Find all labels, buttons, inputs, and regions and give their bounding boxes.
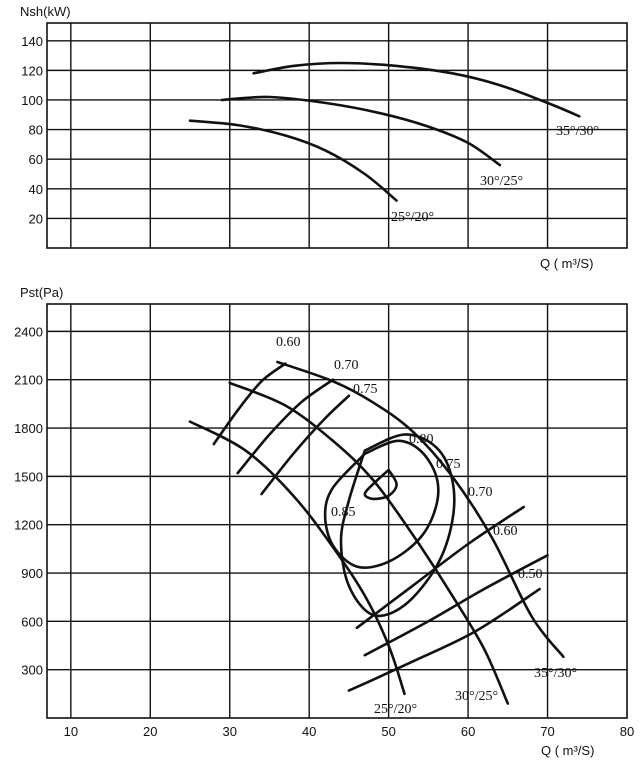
bottom-x-tick-label: 40	[301, 724, 317, 739]
bottom-y-tick-label: 1800	[14, 421, 43, 437]
bottom-y-tick-label: 600	[21, 614, 43, 630]
bottom-curve-label-25-20: 25°/20°	[374, 702, 418, 717]
bottom-x-tick-label: 60	[460, 724, 476, 739]
bottom-x-tick-label: 20	[143, 724, 158, 739]
efficiency-isoline-6	[349, 589, 540, 691]
bottom-x-tick-label: 30	[222, 724, 237, 739]
bottom-x-tick-label: 10	[63, 724, 79, 739]
bottom-y-tick-label: 1200	[14, 517, 43, 533]
efficiency-label-080: 0.80	[409, 432, 434, 447]
top-y-tick-label: 80	[28, 122, 43, 138]
bottom-x-tick-label: 70	[540, 724, 555, 739]
top-grid	[47, 23, 627, 248]
efficiency-label-075-left: 0.75	[353, 382, 378, 397]
bottom-y-axis-label: Pst(Pa)	[20, 285, 64, 300]
top-y-tick-label: 20	[28, 211, 43, 227]
bottom-x-tick-label: 80	[619, 724, 635, 739]
top-y-tick-label: 40	[28, 181, 43, 197]
efficiency-label-075-right: 0.75	[436, 457, 461, 472]
top-plot-frame	[47, 23, 627, 248]
efficiency-label-060-left: 0.60	[276, 335, 301, 350]
top-y-tick-label: 100	[21, 92, 43, 108]
top-x-axis-label: Q ( m³/S)	[540, 256, 594, 271]
top-y-tick-label: 60	[28, 152, 43, 168]
efficiency-label-070-left: 0.70	[334, 358, 359, 373]
bottom-y-tick-label: 900	[21, 566, 43, 582]
bottom-x-tick-label: 50	[381, 724, 396, 739]
top-curve-label-30-25: 30°/25°	[480, 174, 524, 189]
bottom-y-ticks	[14, 324, 43, 677]
top-curve-label-35-30: 35°/30°	[556, 124, 600, 139]
top-curve-label-25-20: 25°/20°	[391, 210, 435, 225]
bottom-curve-label-35-30: 35°/30°	[534, 666, 578, 681]
top-y-axis-label: Nsh(kW)	[20, 4, 71, 19]
pressure-chart-panel	[14, 285, 634, 758]
bottom-y-tick-label: 2400	[14, 324, 43, 340]
efficiency-label-085: 0.85	[331, 505, 356, 520]
bottom-x-axis-label: Q ( m³/S)	[541, 743, 595, 758]
bottom-x-ticks	[64, 724, 635, 739]
bottom-curve-label-30-25: 30°/25°	[455, 689, 499, 704]
top-y-tick-label: 140	[21, 33, 43, 49]
efficiency-label-070-right: 0.70	[468, 485, 493, 500]
bottom-y-tick-label: 1500	[14, 469, 43, 485]
top-y-ticks	[21, 34, 43, 227]
power-chart-panel	[20, 4, 627, 271]
efficiency-label-060-right: 0.60	[493, 524, 518, 539]
top-y-tick-label: 120	[21, 63, 43, 79]
pressure-curve-3	[190, 422, 405, 694]
bottom-y-tick-label: 300	[21, 662, 43, 678]
bottom-y-tick-label: 2100	[14, 372, 43, 388]
efficiency-label-050: 0.50	[518, 567, 543, 582]
efficiency-isoline-1	[214, 364, 286, 445]
